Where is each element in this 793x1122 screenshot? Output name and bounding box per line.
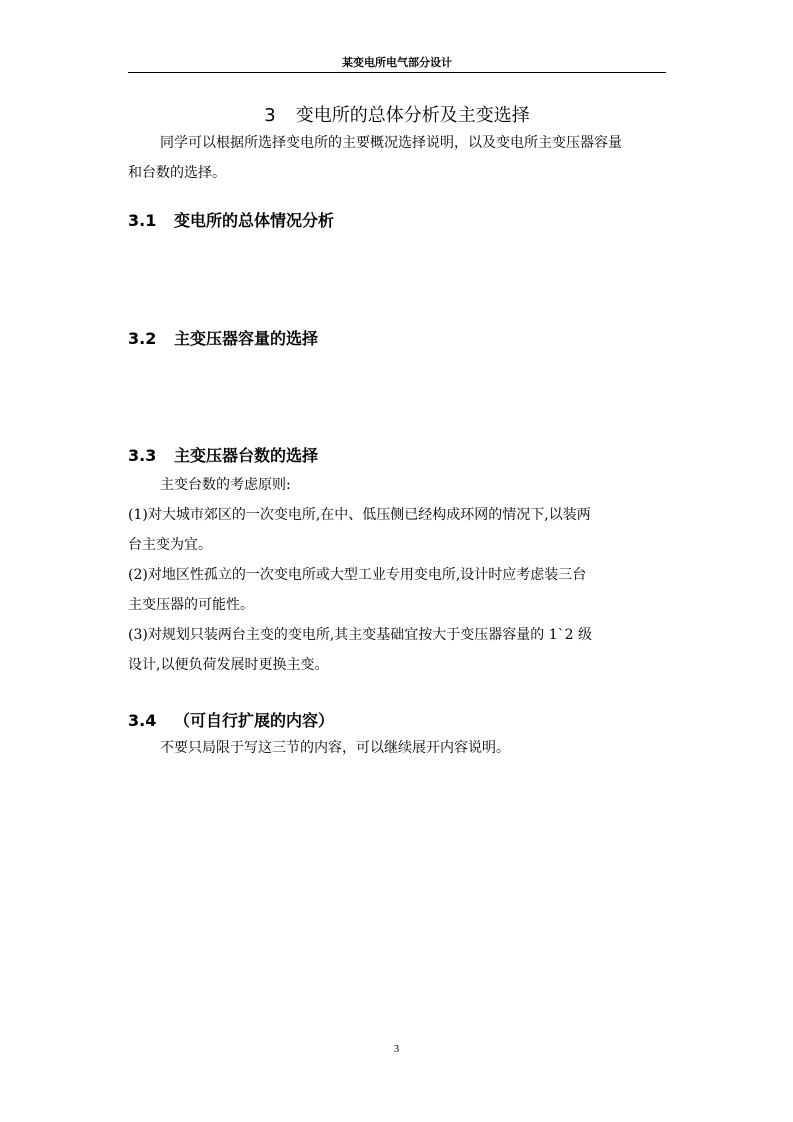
- intro-line-1: 同学可以根据所选择变电所的主要概况选择说明，以及变电所主变压器容量: [160, 135, 622, 151]
- section-heading-3-3: 3.3 主变压器台数的选择: [128, 446, 319, 465]
- chapter-title-text: 变电所的总体分析及主变选择: [295, 105, 530, 126]
- principle-2-line-1: (2)对地区性孤立的一次变电所或大型工业专用变电所,设计时应考虑装三台: [128, 567, 587, 583]
- section3-lead: 主变台数的考虑原则:: [160, 477, 291, 493]
- chapter-title: [128, 101, 666, 127]
- principle-1-line-1: (1)对大城市郊区的一次变电所,在中、低压侧已经构成环网的情况下,以装两: [128, 507, 591, 523]
- chapter-number: 3: [264, 105, 276, 126]
- running-header: 某变电所电气部分设计: [342, 56, 452, 69]
- section-heading-3-1: 3.1 变电所的总体情况分析: [128, 211, 335, 230]
- principle-1-line-2: 台主变为宜。: [128, 537, 212, 553]
- section-heading-3-2: 3.2 主变压器容量的选择: [128, 329, 319, 348]
- section3-body: [128, 470, 698, 680]
- principle-3-line-2: 设计,以便负荷发展时更换主变。: [128, 657, 329, 673]
- section4-body: 不要只局限于写这三节的内容，可以继续展开内容说明。: [160, 740, 510, 756]
- page-number: 3: [393, 1043, 400, 1055]
- intro-paragraph: [128, 128, 698, 188]
- header-rule: [128, 72, 666, 73]
- principle-3-line-1: (3)对规划只装两台主变的变电所,其主变基础宜按大于变压器容量的 1`2 级: [128, 627, 592, 643]
- section-heading-3-4: 3.4 （可自行扩展的内容）: [128, 711, 335, 730]
- intro-line-2: 和台数的选择。: [128, 165, 226, 181]
- principle-2-line-2: 主变压器的可能性。: [128, 597, 254, 613]
